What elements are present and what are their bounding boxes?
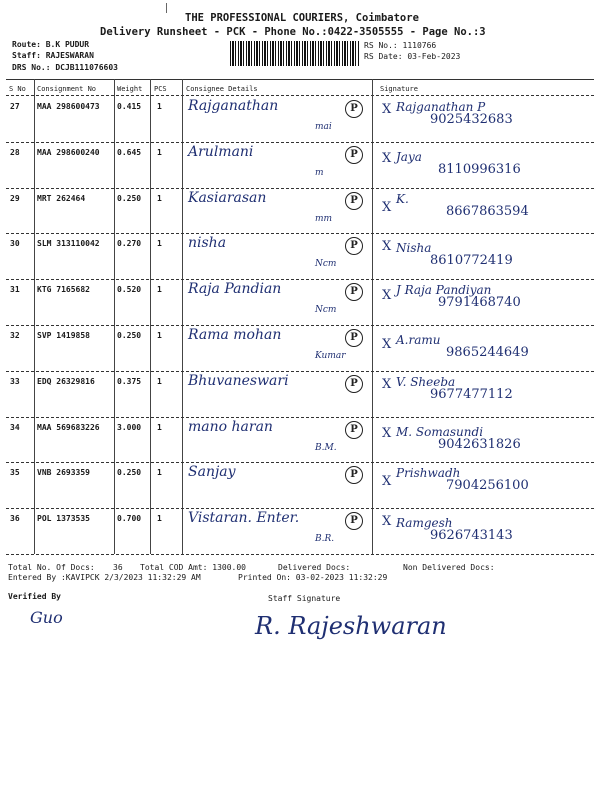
rs-number: RS No.: 1110766	[364, 41, 437, 50]
row-pcs: 1	[157, 376, 162, 386]
tick-mark-icon: X	[382, 376, 392, 392]
col-consignment: Consignment No	[37, 85, 97, 93]
row-signature: Jaya	[396, 149, 422, 164]
row-consignee-name: Rama mohan	[188, 327, 282, 343]
non-delivered-docs: Non Delivered Docs:	[403, 563, 495, 572]
tick-mark-icon: X	[382, 150, 392, 166]
row-signature: Prishwadh	[396, 466, 461, 481]
row-weight: 0.700	[117, 514, 142, 524]
tick-mark-icon: X	[382, 239, 392, 255]
row-weight: 3.000	[117, 422, 142, 432]
row-signature: J Raja Pandiyan	[396, 283, 492, 298]
received-stamp-icon: P	[345, 512, 363, 530]
row-signature: V. Sheeba	[396, 374, 456, 389]
col-pcs: PCS	[154, 85, 167, 93]
company-name: THE PROFESSIONAL COURIERS, Coimbatore	[185, 12, 419, 24]
row-consignment-no: SLM 313110042	[37, 239, 100, 249]
rs-date: RS Date: 03-Feb-2023	[364, 52, 461, 61]
row-phone: 9677477112	[430, 386, 513, 402]
row-consignee-initials: m	[315, 167, 324, 178]
row-consignment-no: SVP 1419858	[37, 331, 90, 340]
received-stamp-icon: P	[345, 329, 363, 347]
row-signature: K.	[396, 191, 409, 206]
received-stamp-icon: P	[345, 283, 363, 301]
table-row	[0, 417, 600, 463]
row-signature: M. Somasundi	[396, 424, 484, 439]
row-consignee-initials: B.R.	[315, 534, 335, 545]
row-consignment-no: MAA 298600240	[37, 147, 100, 157]
tick-mark-icon: X	[382, 288, 392, 304]
row-sno: 27	[10, 102, 20, 111]
received-stamp-icon: P	[345, 146, 363, 164]
row-pcs: 1	[157, 468, 162, 478]
printed-on: Printed On: 03-02-2023 11:32:29	[238, 573, 388, 582]
row-consignee-name: Sanjay	[188, 464, 236, 481]
runsheet-title: Delivery Runsheet - PCK - Phone No.:0422-3505555 - Page No.:3	[100, 26, 486, 38]
staff: Staff: RAJESWARAN	[12, 51, 94, 60]
row-consignment-no: EDQ 26329816	[37, 376, 95, 386]
table-row	[0, 508, 600, 554]
received-stamp-icon: P	[345, 375, 363, 393]
row-weight: 0.645	[117, 147, 142, 157]
table-row	[0, 188, 600, 234]
received-stamp-icon: P	[345, 100, 363, 118]
row-consignment-no: KTG 7165682	[37, 285, 90, 295]
row-consignee-initials: mai	[315, 122, 332, 132]
row-sno: 34	[10, 422, 20, 432]
row-signature: Rajganathan P	[396, 100, 486, 114]
drs-number: DRS No.: DCJB111076603	[12, 63, 118, 72]
row-weight: 0.250	[117, 193, 142, 203]
row-phone: 9865244649	[446, 345, 529, 360]
row-consignee-initials: Kumar	[315, 351, 346, 361]
table-bottom-border	[6, 554, 594, 555]
row-sno: 28	[10, 147, 20, 157]
row-pcs: 1	[157, 193, 162, 203]
row-signature: A.ramu	[396, 333, 441, 347]
row-pcs: 1	[157, 285, 162, 295]
row-consignee-initials: B.M.	[315, 442, 337, 453]
tick-mark-icon: X	[382, 199, 392, 215]
row-sno: 31	[10, 285, 20, 295]
row-consignee-name: Arulmani	[188, 143, 254, 160]
verified-signature: Guo	[30, 608, 63, 627]
row-phone: 9042631826	[438, 436, 521, 452]
row-consignee-initials: Ncm	[315, 259, 337, 270]
row-pcs: 1	[157, 239, 162, 249]
tick-mark-icon: X	[382, 514, 392, 530]
row-weight: 0.270	[117, 239, 142, 249]
delivered-docs: Delivered Docs:	[278, 563, 351, 572]
col-consignee: Consignee Details	[186, 85, 258, 93]
row-phone: 8610772419	[430, 253, 513, 269]
table-top-border	[6, 79, 594, 80]
row-weight: 0.520	[117, 285, 142, 295]
row-pcs: 1	[157, 331, 162, 340]
row-weight: 0.415	[117, 102, 142, 111]
row-pcs: 1	[157, 514, 162, 524]
row-consignee-initials: mm	[315, 213, 333, 224]
row-consignment-no: POL 1373535	[37, 514, 90, 524]
row-consignee-name: Bhuvaneswari	[188, 372, 289, 389]
row-consignment-no: VNB 2693359	[37, 468, 90, 478]
row-consignee-name: Rajganathan	[188, 98, 279, 114]
row-phone: 9626743143	[430, 528, 513, 544]
received-stamp-icon: P	[345, 466, 363, 484]
row-consignment-no: MAA 569683226	[37, 422, 100, 432]
col-weight: Weight	[117, 85, 143, 93]
received-stamp-icon: P	[345, 192, 363, 210]
tick-mark-icon: X	[382, 425, 392, 441]
row-consignee-name: Vistaran. Enter.	[188, 510, 300, 527]
row-phone: 7904256100	[446, 478, 529, 494]
staff-signature-label: Staff Signature	[268, 594, 341, 603]
row-sno: 32	[10, 331, 20, 340]
row-sno: 29	[10, 193, 20, 203]
received-stamp-icon: P	[345, 237, 363, 255]
row-pcs: 1	[157, 422, 162, 432]
row-consignee-name: Kasiarasan	[188, 189, 267, 206]
row-pcs: 1	[157, 147, 162, 157]
cod-amount: Total COD Amt: 1300.00	[140, 563, 246, 572]
row-consignee-initials: Ncm	[315, 305, 337, 316]
table-row	[0, 279, 600, 325]
row-pcs: 1	[157, 102, 162, 111]
row-consignee-name: Raja Pandian	[188, 281, 282, 298]
table-row	[0, 233, 600, 279]
row-phone: 8110996316	[438, 161, 521, 177]
verified-by: Verified By	[8, 592, 61, 601]
staff-signature: R. Rajeshwaran	[255, 612, 447, 640]
table-row	[0, 96, 600, 142]
row-phone: 9025432683	[430, 112, 513, 127]
row-weight: 0.250	[117, 331, 142, 340]
table-row	[0, 325, 600, 371]
row-consignee-name: nisha	[188, 235, 227, 252]
row-weight: 0.375	[117, 376, 142, 386]
col-signature: Signature	[380, 85, 418, 93]
tick-mark-icon: X	[382, 337, 392, 352]
row-signature: Ramgesh	[396, 516, 453, 531]
row-sno: 33	[10, 376, 20, 386]
tick-mark-icon: X	[382, 474, 392, 490]
row-sno: 36	[10, 514, 20, 524]
table-row	[0, 142, 600, 188]
row-consignment-no: MRT 262464	[37, 193, 86, 203]
document-header	[0, 0, 600, 78]
received-stamp-icon: P	[345, 421, 363, 439]
total-docs-label: Total No. Of Docs:	[8, 563, 95, 572]
row-weight: 0.250	[117, 468, 142, 478]
row-signature: Nisha	[396, 241, 432, 256]
total-docs: 36	[113, 563, 123, 572]
row-sno: 30	[10, 239, 20, 249]
table-row	[0, 462, 600, 508]
barcode	[230, 41, 360, 66]
tick-mark-icon: X	[382, 102, 392, 117]
row-consignee-name: mano haran	[188, 418, 273, 435]
row-sno: 35	[10, 468, 20, 478]
table-row	[0, 371, 600, 417]
pen-mark	[166, 3, 169, 13]
entered-by: Entered By :KAVIPCK 2/3/2023 11:32:29 AM	[8, 573, 201, 582]
row-phone: 9791468740	[438, 295, 521, 311]
col-sno: S No	[9, 85, 26, 93]
row-phone: 8667863594	[446, 203, 529, 219]
route: Route: B.K PUDUR	[12, 40, 90, 49]
row-consignment-no: MAA 298600473	[37, 102, 100, 111]
